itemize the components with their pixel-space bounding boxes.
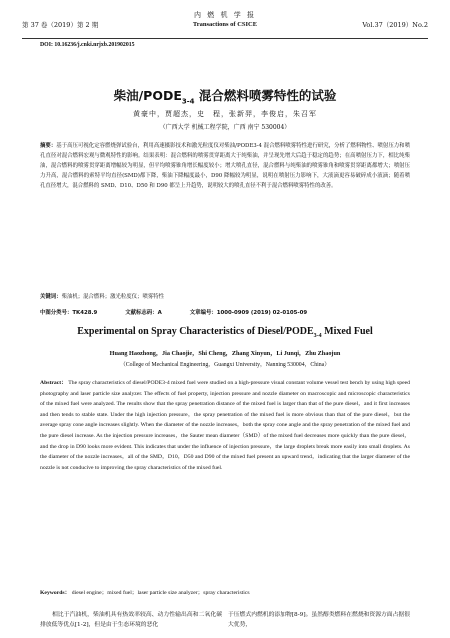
classification-meta: [40, 308, 410, 316]
running-header: [22, 8, 428, 39]
body-column-right: 于压燃式内燃机的添加物[8-9]。虽然醇类燃料在燃烧和资源方面占据很大优势，: [228, 612, 410, 628]
journal-name-en: Transactions of CSICE: [192, 21, 258, 28]
affiliation-en: （College of Mechanical Engineering，Guangxi University，Nanning 530004，China）: [119, 362, 331, 368]
article-number: 文章编号：1000-0909 (2019) 02-0105-09: [189, 310, 308, 316]
authors-en: Huang Haozhong，Jia Chaojie，Shi Cheng，Zhang Xinyun，Li Junqi，Zhu Zhaojun: [109, 350, 341, 357]
abstract-en: Abstract： The spray characteristics of diesel/PODE3-4 mixed fuel were studied on a high-pressure visual constant volume vessel test bench by using high speed photography and laser particle size analyzer. The effects of fuel property, injection pressure and nozzle diameter on macroscopic and microscopic characteristics of the mixed fuel were analyzed. The results show that the spray penetration distance of the mixed fuel is larger than that of the pure diesel，and it first increases and then tends to stable state. Under the high injection pressure，the spray penetration of the mixed fuel is more obvious than that of the pure diesel，but the average spray cone angle increases slightly. When the diameter of the nozzle increases，both the spray cone angle and the spray penetration of the mixed fuel and the pure diesel increase. As the injection pressure increases，the Sauter mean diameter（SMD）of the mixed fuel decreases more quickly than the pure diesel，and the drop in D90 looks more evident. This indicates that under the influence of injection pressure，the large droplets break more easily into small droplets. As the diameter of the nozzle increases，all of the SMD，D10，D50 and D90 of the mixed fuel present an upward trend，indicating that the larger diameter of the nozzle is not conducive to improving the spray characteristics of the mixed fuel.: [40, 380, 410, 471]
document-code: 文献标志码：A: [125, 310, 162, 316]
title-en: Experimental on Spray Characteristics of Diesel/$PODE_{3-4}$ Mixed Fuel: [77, 326, 373, 339]
authors-cn: 黄豪中，贾超杰，史 程，张新羿，李俊启，朱召军: [133, 110, 317, 118]
clc-number: 中图分类号：TK428.9: [40, 310, 98, 316]
body-column-left: 相比于汽油机，柴油机具有热效率较高、动力性输出高和二氧化碳排放低等优点[1-2]，但是由于生态环境的恶化: [40, 612, 222, 628]
header-volume-cn: 第 37 卷（2019）第 2 期: [22, 21, 99, 29]
header-volume-en: Vol.37（2019）No.2: [362, 21, 428, 29]
affiliation-cn: （广西大学 机械工程学院，广西 南宁 530004）: [159, 124, 291, 131]
journal-name-cn: 内 燃 机 学 报: [194, 11, 256, 19]
title-cn: 柴油$/PODE_{3-4}$ 混合燃料喷雾特性的试验: [113, 88, 337, 106]
keywords-cn: 关键词：柴油机；混合燃料；激光粒度仪；喷雾特性: [40, 294, 165, 300]
doi: DOI: 10.16236/j.cnki.nrjxb.201902015: [40, 42, 135, 48]
abstract-cn: 摘要：基于高压可视化定容燃烧弹试验台，利用高速摄影技术和激光粒度仪对柴油/PODE3-4 混合燃料喷雾特性进行研究，分析了燃料物性、喷射压力和喷孔直径对混合燃料宏观与微观特性的影响。结果表明：混合燃料的喷雾贯穿距离大于纯柴油，并呈现先增大后趋于稳定的趋势；在高喷射压力下，相比纯柴油，混合燃料的喷雾贯穿距离增幅较为明显，但平均喷雾锥角增长幅度较小；增大喷孔直径，混合燃料与纯柴油的喷雾锥角和喷雾贯穿距离都增大；喷射压力升高，混合燃料的索特平均直径(SMD)都下降，柴油下降幅度最小，D90 降幅较为明显，说明在喷射压力影响下，大液滴更容易破碎成小液滴；随着喷孔直径增大，混合燃料的 SMD、D10、D50 和 D90 都呈上升趋势，说明较大的喷孔直径不利于混合燃料喷雾特性的改善。: [40, 143, 410, 189]
keywords-en: Keywords： diesel engine；mixed fuel；laser particle size analyzer；spray characteristics: [40, 590, 250, 596]
